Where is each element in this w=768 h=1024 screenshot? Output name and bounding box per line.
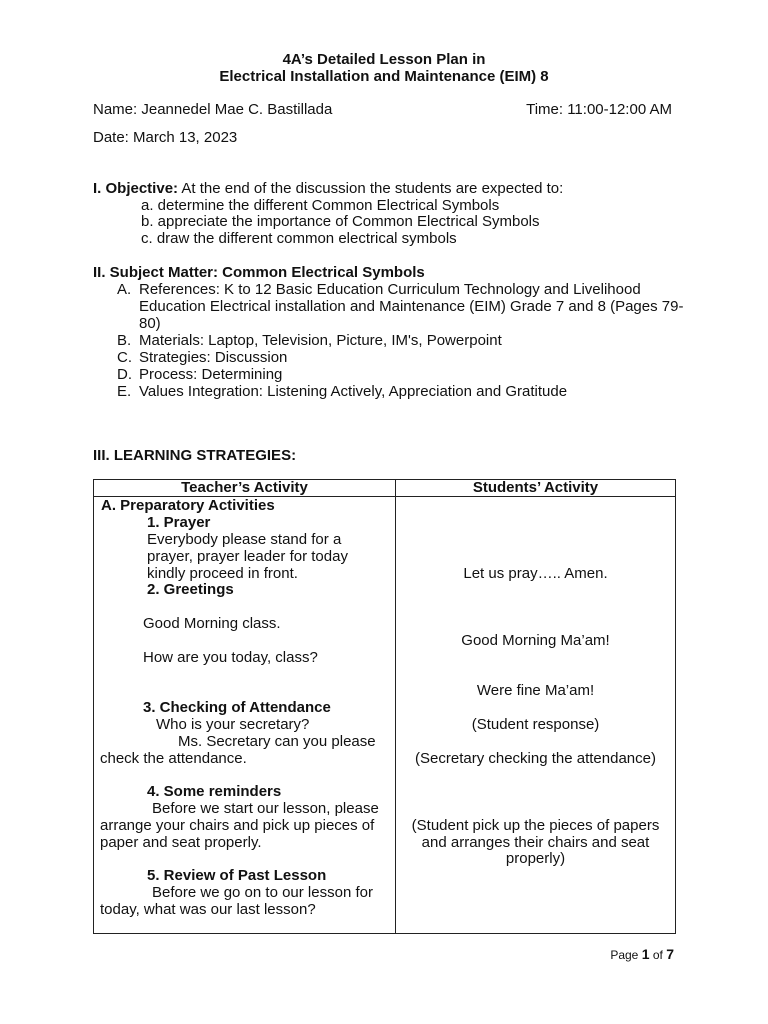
learning-strategies-heading: III. LEARNING STRATEGIES: (93, 447, 297, 464)
attendance-line: Who is your secretary? (156, 716, 310, 733)
subject-matter-list (117, 281, 687, 400)
review-line: Before we go on to our lesson for (152, 884, 373, 901)
review-line: today, what was our last lesson? (100, 901, 316, 918)
subject-matter-heading: II. Subject Matter: Common Electrical Symbols (93, 264, 425, 281)
teacher-activity-cell (94, 497, 396, 934)
objective-intro: At the end of the discussion the students are expected to: (181, 180, 564, 197)
page-total: 7 (666, 946, 674, 962)
list-marker: B. (117, 332, 132, 349)
greeting-line: How are you today, class? (143, 649, 318, 666)
attendance-line: Ms. Secretary can you please (178, 733, 376, 750)
list-marker: A. (117, 281, 132, 298)
list-item-text: Values Integration: Listening Actively, Appreciation and Gratitude (139, 383, 568, 400)
student-response: Good Morning Ma’am! (461, 632, 610, 649)
page-label: Page (610, 948, 639, 962)
of-label: of (652, 948, 663, 962)
page-number: 1 (641, 946, 650, 962)
document-title: 4A’s Detailed Lesson Plan in (282, 51, 486, 68)
prayer-text-line: prayer, prayer leader for today (147, 548, 348, 565)
reminders-line: paper and seat properly. (100, 834, 262, 851)
list-marker: D. (117, 366, 132, 383)
student-response: Let us pray….. Amen. (463, 565, 608, 582)
activity-table (93, 479, 676, 934)
list-item-text: References: K to 12 Basic Education Curriculum Technology and Livelihood Education Electrical installation and Maintenance (EIM) Grade 7 and 8 (Pages 79-80) (139, 281, 684, 332)
objective-heading: I. Objective: (93, 180, 179, 197)
review-heading: 5. Review of Past Lesson (147, 867, 327, 884)
student-response-line: (Student pick up the pieces of papers (411, 817, 660, 834)
document-subtitle: Electrical Installation and Maintenance (EIM) 8 (219, 68, 549, 85)
greetings-heading: 2. Greetings (147, 581, 234, 598)
list-item-text: Strategies: Discussion (139, 349, 288, 366)
student-response-line: and arranges their chairs and seat (421, 834, 650, 851)
attendance-heading: 3. Checking of Attendance (143, 699, 331, 716)
lesson-date: Date: March 13, 2023 (93, 129, 238, 146)
objective-item: b. appreciate the importance of Common Electrical Symbols (141, 213, 540, 230)
list-item-text: Materials: Laptop, Television, Picture, IM's, Powerpoint (139, 332, 502, 349)
subject-matter-item (117, 366, 687, 383)
reminders-heading: 4. Some reminders (147, 783, 282, 800)
reminders-line: Before we start our lesson, please (152, 800, 379, 817)
reminders-line: arrange your chairs and pick up pieces of (100, 817, 375, 834)
objective-item: a. determine the different Common Electrical Symbols (141, 197, 500, 214)
objective-item: c. draw the different common electrical symbols (141, 230, 457, 247)
objective-line (93, 180, 563, 197)
attendance-line: check the attendance. (100, 750, 247, 767)
prayer-text-line: Everybody please stand for a (147, 531, 342, 548)
prayer-heading: 1. Prayer (147, 514, 211, 531)
student-response-line: properly) (505, 850, 566, 867)
prayer-text-line: kindly proceed in front. (147, 565, 298, 582)
list-marker: E. (117, 383, 132, 400)
student-response: (Secretary checking the attendance) (415, 750, 656, 767)
student-response: (Student response) (471, 716, 600, 733)
section-a-heading: A. Preparatory Activities (101, 497, 275, 514)
list-item-text: Process: Determining (139, 366, 283, 383)
lesson-time: Time: 11:00-12:00 AM (526, 101, 672, 118)
greeting-line: Good Morning class. (143, 615, 281, 632)
page-footer (610, 946, 674, 962)
list-marker: C. (117, 349, 132, 366)
subject-matter-item (117, 281, 687, 332)
teacher-column-header: Teacher’s Activity (94, 480, 396, 497)
students-activity-cell (396, 497, 676, 934)
teacher-name: Name: Jeannedel Mae C. Bastillada (93, 101, 333, 118)
students-column-header: Students’ Activity (396, 480, 676, 497)
subject-matter-item (117, 332, 687, 349)
subject-matter-item (117, 383, 687, 400)
student-response: Were fine Ma’am! (476, 682, 595, 699)
subject-matter-item (117, 349, 687, 366)
